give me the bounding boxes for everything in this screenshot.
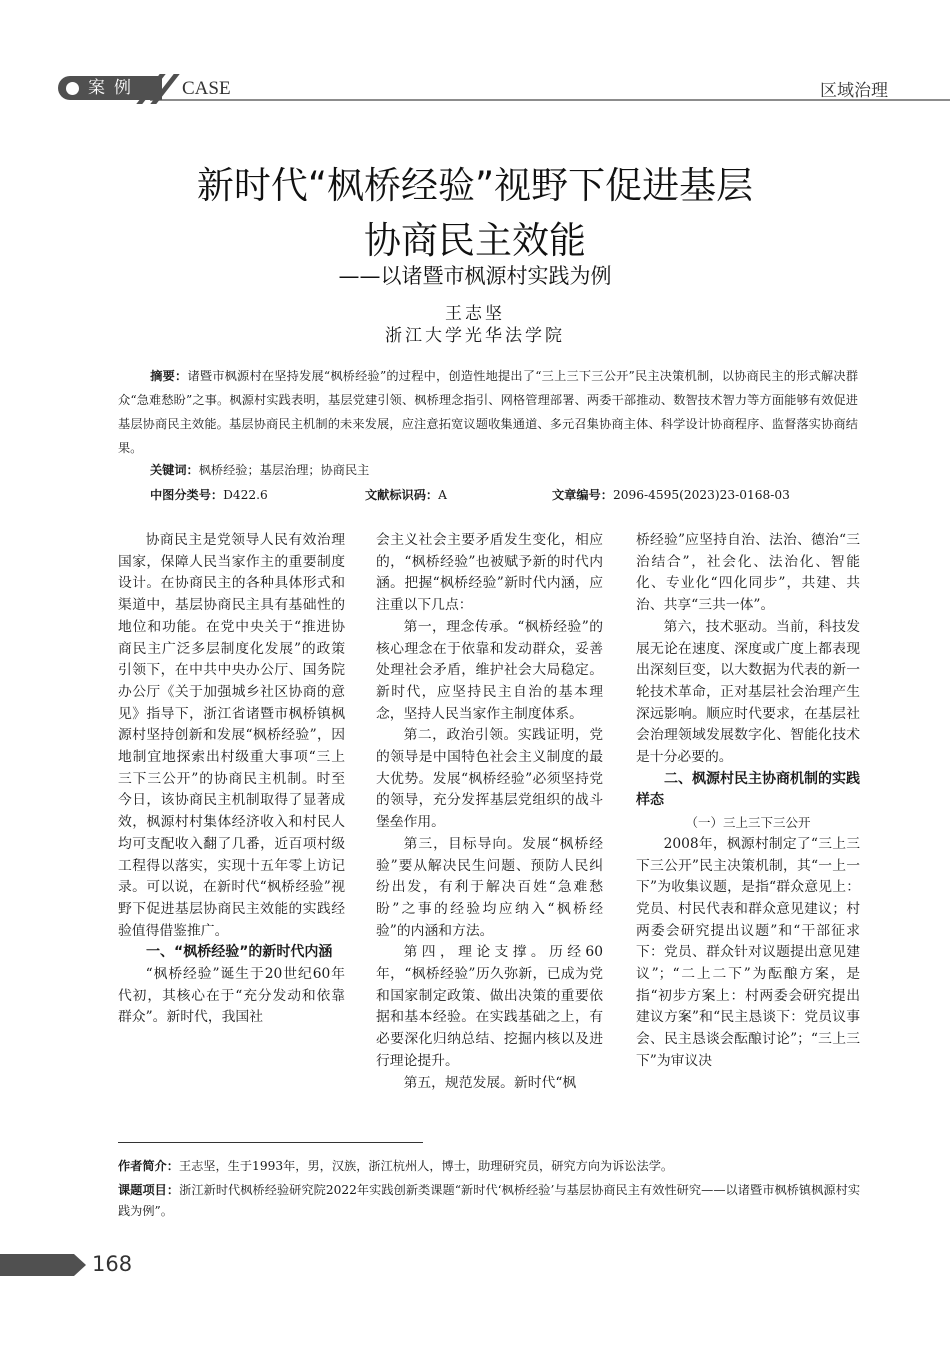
paragraph: 第六，技术驱动。当前，科技发展无论在速度、深度或广度上都表现出深刻巨变，以大数据为代表的新一轮技术革命，正对基层社会治理产生深远影响。顺应时代要求，在基层社会治理领域发展数字化、智能化技术是十分必要的。 (636, 618, 860, 766)
title-line1: 新时代“枫桥经验”视野下促进基层 (196, 164, 754, 207)
paragraph: 第五，规范发展。新时代“枫 (403, 1074, 577, 1091)
region-label: 区域治理 (820, 81, 888, 101)
subsection-heading: （一）三上三下三公开 (685, 815, 811, 831)
paragraph: 桥经验”应坚持自治、法治、德治“三治结合”，社会化、法治化、智能化、专业化“四化同步”，共建、共治、共享“三共一体”。 (636, 532, 860, 614)
title-line2: 协商民主效能 (364, 219, 586, 262)
abstract-text: 诸暨市枫源村在坚持发展“枫桥经验”的过程中，创造性地提出了“三上三下三公开”民主决策机制，以协商民主的形式解决群众“急难愁盼”之事。枫源村实践表明，基层党建引领、枫桥理念指引、网格管理部署、两委干部推动、数智技术智力等方面能够有效促进基层协商民主效能。基层协商民主机制的未来发展，应注意拓宽议题收集通道、多元召集协商主体、科学设计协商程序、监督落实协商结果。 (118, 369, 859, 455)
arrow-icon (74, 1254, 86, 1276)
paragraph: 第四，理论支撑。历经60年，“枫桥经验”历久弥新，已成为党和国家制定政策、做出决策的重要依据和基本经验。在实践基础之上，有必要深化归纳总结、挖掘内核以及进行理论提升。 (376, 944, 603, 1069)
paragraph: 会主义社会主要矛盾发生变化，相应的，“枫桥经验”也被赋予新的时代内涵。把握“枫桥经验”新时代内涵，应注重以下几点： (376, 532, 603, 614)
author-bio-label: 作者简介： (118, 1159, 179, 1173)
paragraph: 第一，理念传承。“枫桥经验”的核心理念在于依靠和发动群众，妥善处理社会矛盾，维护社会大局稳定。新时代，应坚持民主自治的基本理念，坚持人民当家作主制度体系。 (376, 618, 603, 722)
body-column-1 (118, 530, 345, 1029)
keywords-text: 枫桥经验；基层治理；协商民主 (198, 463, 370, 477)
body-column-3 (636, 530, 860, 1073)
page-tab (0, 1254, 74, 1276)
clc-value: D422.6 (223, 488, 268, 502)
section-heading: 二、枫源村民主协商机制的实践样态 (636, 770, 860, 809)
article-no-label: 文章编号： (552, 488, 613, 502)
article-number (552, 486, 790, 503)
author-bio-text: 王志坚，生于1993年，男，汉族，浙江杭州人，博士，助理研究员，研究方向为诉讼法学。 (178, 1159, 674, 1173)
affiliation: 浙江大学光华法学院 (385, 326, 565, 346)
abstract-label: 摘要： (150, 369, 188, 383)
project-info (118, 1180, 860, 1222)
circle-icon (66, 82, 79, 95)
doc-code-value: A (438, 488, 447, 502)
author-bio (118, 1156, 860, 1177)
project-label: 课题项目： (118, 1183, 180, 1197)
page-number: 168 (92, 1252, 133, 1276)
subtitle: ——以诸暨市枫源村实践为例 (338, 264, 612, 288)
keywords (150, 460, 850, 480)
section-english: CASE (182, 78, 231, 99)
article-no-value: 2096-4595(2023)23-0168-03 (612, 488, 790, 502)
keywords-label: 关键词： (150, 463, 199, 477)
paragraph: 2008年，枫源村制定了“三上三下三公开”民主决策机制，其“一上一下”为收集议题，是指“群众意见上：党员、村民代表和群众意见建议；村两委会研究提出议题”和“干部征求下：党员、群众针对议题提出意见建议”；“二上二下”为酝酿方案，是指“初步方案上：村两委会研究提出建议方案”和“民主恳谈下：党员议事会、民主恳谈会酝酿讨论”；“三上三下”为审议决 (636, 835, 860, 1069)
doc-code (365, 486, 447, 503)
paragraph: 协商民主是党领导人民有效治理国家，保障人民当家作主的重要制度设计。在协商民主的各种具体形式和渠道中，基层协商民主具有基础性的地位和功能。在党中央关于“推进协商民主广泛多层制度化发展”的政策引领下，在中共中央办公厅、国务院办公厅《关于加强城乡社区协商的意见》指导下，浙江省诸暨市枫桥镇枫源村坚持创新和发展“枫桥经验”，因地制宜地探索出村级重大事项“三上三下三公开”的协商民主机制。时至今日，该协商民主机制取得了显著成效，枫源村村集体经济收入和村民人均可支配收入翻了几番，近百项村级工程得以落实，实现十五年零上访记录。可以说，在新时代“枫桥经验”视野下促进基层协商民主效能的实践经验值得借鉴推广。 (118, 532, 345, 939)
section-heading: 一、“枫桥经验”的新时代内涵 (146, 944, 333, 961)
project-text: 浙江新时代枫桥经验研究院2022年实践创新类课题“新时代‘枫桥经验’与基层协商民主有效性研究——以诸暨市枫桥镇枫源村实践为例”。 (118, 1183, 861, 1218)
paragraph: 第三，目标导向。发展“枫桥经验”要从解决民生问题、预防人民纠纷出发，有利于解决百姓“急难愁盼”之事的经验均应纳入“枫桥经验”的内涵和方法。 (376, 835, 603, 939)
body-column-2 (376, 530, 603, 1094)
paragraph: “枫桥经验”诞生于20世纪60年代初，其核心在于“充分发动和依靠群众”。新时代，我国社 (118, 966, 345, 1026)
author: 王志坚 (445, 304, 505, 324)
footnote-rule (118, 1142, 423, 1143)
clc-number (150, 486, 268, 503)
clc-label: 中图分类号： (150, 488, 224, 502)
paragraph: 第二，政治引领。实践证明，党的领导是中国特色社会主义制度的最大优势。发展“枫桥经验”必须坚持党的领导，充分发挥基层党组织的战斗堡垒作用。 (376, 727, 603, 831)
abstract (118, 364, 858, 460)
section-label: 案例 (88, 78, 140, 98)
doc-code-label: 文献标识码： (365, 488, 439, 502)
